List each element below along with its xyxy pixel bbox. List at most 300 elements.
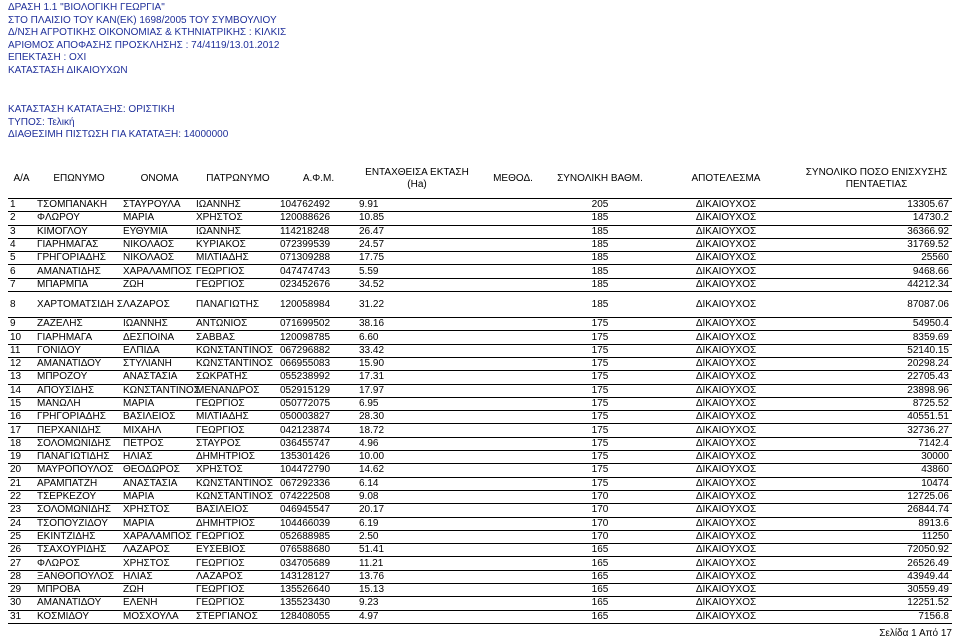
total-score-cell: 185 [549,212,651,225]
fathers-name-cell: ΓΕΩΡΓΙΟΣ [196,597,280,610]
total-amount-cell: 11250 [801,530,952,543]
surname-cell: ΠΑΝΑΓΙΩΤΙΔΗΣ [35,451,123,464]
fathers-name-cell: ΚΩΝΣΤΑΝΤΙΝΟΣ [196,344,280,357]
surname-cell: ΧΑΡΤΟΜΑΤΣΙΔΗ Σ [35,292,123,318]
surname-cell: ΚΙΜΟΓΛΟΥ [35,225,123,238]
method-cell [477,517,549,530]
fathers-name-cell: ΓΕΩΡΓΙΟΣ [196,584,280,597]
area-ha-cell: 4.96 [357,437,477,450]
row-number-cell: 28 [8,570,35,583]
first-name-cell: ΜΑΡΙΑ [123,397,196,410]
first-name-cell: ΧΡΗΣΤΟΣ [123,504,196,517]
result-cell: ΔΙΚΑΙΟΥΧΟΣ [651,557,801,570]
table-row [8,557,952,570]
result-cell: ΔΙΚΑΙΟΥΧΟΣ [651,424,801,437]
method-cell [477,225,549,238]
total-score-cell: 175 [549,331,651,344]
row-number-cell: 25 [8,530,35,543]
tax-id-cell: 076588680 [280,544,357,557]
method-cell [477,344,549,357]
table-row [8,344,952,357]
total-amount-cell: 40551.51 [801,411,952,424]
surname-cell: ΦΛΩΡΟΣ [35,557,123,570]
first-name-cell: ΔΕΣΠΟΙΝΑ [123,331,196,344]
column-header: ΠΑΤΡΩΝΥΜΟ [206,172,270,184]
fathers-name-cell: ΜΙΛΤΙΑΔΗΣ [196,252,280,265]
row-number-cell: 14 [8,384,35,397]
fathers-name-cell: ΙΩΑΝΝΗΣ [196,225,280,238]
method-cell [477,504,549,517]
tax-id-cell: 050003827 [280,411,357,424]
surname-cell: ΑΡΑΜΠΑΤΖΗ [35,477,123,490]
surname-cell: ΖΑΖΕΛΗΣ [35,318,123,331]
area-ha-cell: 28.30 [357,411,477,424]
table-row [8,530,952,543]
total-score-cell: 185 [549,292,651,318]
result-cell: ΔΙΚΑΙΟΥΧΟΣ [651,411,801,424]
surname-cell: ΑΜΑΝΑΤΙΔΗΣ [35,265,123,278]
total-amount-cell: 12251.52 [801,597,952,610]
method-cell [477,212,549,225]
result-cell: ΔΙΚΑΙΟΥΧΟΣ [651,437,801,450]
area-ha-cell: 14.62 [357,464,477,477]
page-number: Σελίδα 1 Από 17 [879,628,952,639]
column-header: ΟΝΟΜΑ [140,172,179,184]
surname-cell: ΣΟΛΟΜΩΝΙΔΗΣ [35,504,123,517]
fathers-name-cell: ΚΥΡΙΑΚΟΣ [196,238,280,251]
table-row [8,570,952,583]
total-amount-cell: 20298.24 [801,357,952,370]
tax-id-cell: 042123874 [280,424,357,437]
method-cell [477,584,549,597]
method-cell [477,238,549,251]
surname-cell: ΑΠΟΥΣΙΔΗΣ [35,384,123,397]
row-number-cell: 23 [8,504,35,517]
total-score-cell: 175 [549,384,651,397]
classification-info [8,104,228,142]
area-ha-cell: 10.00 [357,451,477,464]
area-ha-cell: 15.13 [357,584,477,597]
first-name-cell: ΗΛΙΑΣ [123,570,196,583]
result-cell: ΔΙΚΑΙΟΥΧΟΣ [651,504,801,517]
table-row [8,477,952,490]
result-cell: ΔΙΚΑΙΟΥΧΟΣ [651,238,801,251]
first-name-cell: ΜΑΡΙΑ [123,212,196,225]
first-name-cell: ΘΕΟΔΩΡΟΣ [123,464,196,477]
surname-cell: ΑΜΑΝΑΤΙΔΟΥ [35,357,123,370]
result-cell: ΔΙΚΑΙΟΥΧΟΣ [651,278,801,291]
first-name-cell: ΜΑΡΙΑ [123,490,196,503]
total-amount-cell: 44212.34 [801,278,952,291]
fathers-name-cell: ΧΡΗΣΤΟΣ [196,212,280,225]
surname-cell: ΠΕΡΧΑΝΙΔΗΣ [35,424,123,437]
column-header: ΣΥΝΟΛΙΚΟ ΠΟΣΟ ΕΝΙΣΧΥΣΗΣ ΠΕΝΤΑΕΤΙΑΣ [805,166,948,190]
first-name-cell: ΣΤΥΛΙΑΝΗ [123,357,196,370]
column-header: ΜΕΘΟΔ. [493,172,533,184]
result-cell: ΔΙΚΑΙΟΥΧΟΣ [651,597,801,610]
tax-id-cell: 135523430 [280,597,357,610]
method-cell [477,464,549,477]
method-cell [477,411,549,424]
total-score-cell: 165 [549,597,651,610]
first-name-cell: ΜΑΡΙΑ [123,517,196,530]
header-line: ΑΡΙΘΜΟΣ ΑΠΟΦΑΣΗΣ ΠΡΟΣΚΛΗΣΗΣ : 74/4119/13.01.2012 [8,39,280,51]
table-row [8,265,952,278]
row-number-cell: 15 [8,397,35,410]
total-amount-cell: 32736.27 [801,424,952,437]
total-score-cell: 165 [549,610,651,623]
row-number-cell: 8 [8,292,35,318]
total-amount-cell: 26844.74 [801,504,952,517]
row-number-cell: 22 [8,490,35,503]
header-line: ΣΤΟ ΠΛΑΙΣΙΟ ΤΟΥ ΚΑΝ(ΕΚ) 1698/2005 ΤΟΥ ΣΥΜΒΟΥΛΙΟΥ [8,14,277,26]
tax-id-cell: 071699502 [280,318,357,331]
fathers-name-cell: ΓΕΩΡΓΙΟΣ [196,397,280,410]
fathers-name-cell: ΛΑΖΑΡΟΣ [196,570,280,583]
result-cell: ΔΙΚΑΙΟΥΧΟΣ [651,344,801,357]
row-number-cell: 6 [8,265,35,278]
fathers-name-cell: ΚΩΝΣΤΑΝΤΙΝΟΣ [196,490,280,503]
tax-id-cell: 072399539 [280,238,357,251]
tax-id-cell: 047474743 [280,265,357,278]
method-cell [477,557,549,570]
tax-id-cell: 120098785 [280,331,357,344]
area-ha-cell: 6.60 [357,331,477,344]
header-line: ΕΠΕΚΤΑΣΗ : ΟΧΙ [8,52,87,64]
tax-id-cell: 046945547 [280,504,357,517]
row-number-cell: 16 [8,411,35,424]
tax-id-cell: 074222508 [280,490,357,503]
result-cell: ΔΙΚΑΙΟΥΧΟΣ [651,570,801,583]
surname-cell: ΤΣΕΡΚΕΖΟΥ [35,490,123,503]
total-score-cell: 185 [549,238,651,251]
tax-id-cell: 143128127 [280,570,357,583]
first-name-cell: ΧΡΗΣΤΟΣ [123,557,196,570]
first-name-cell: ΖΩΗ [123,278,196,291]
result-cell: ΔΙΚΑΙΟΥΧΟΣ [651,212,801,225]
method-cell [477,331,549,344]
method-cell [477,451,549,464]
area-ha-cell: 11.21 [357,557,477,570]
result-cell: ΔΙΚΑΙΟΥΧΟΣ [651,477,801,490]
total-score-cell: 175 [549,424,651,437]
row-number-cell: 13 [8,371,35,384]
tax-id-cell: 034705689 [280,557,357,570]
column-header: ΣΥΝΟΛΙΚΗ ΒΑΘΜ. [557,172,643,184]
total-score-cell: 175 [549,411,651,424]
total-amount-cell: 54950.4 [801,318,952,331]
method-cell [477,424,549,437]
surname-cell: ΜΑΥΡΟΠΟΥΛΟΣ [35,464,123,477]
area-ha-cell: 6.19 [357,517,477,530]
total-score-cell: 170 [549,490,651,503]
total-score-cell: 185 [549,278,651,291]
row-number-cell: 26 [8,544,35,557]
table-row [8,464,952,477]
row-number-cell: 11 [8,344,35,357]
total-score-cell: 175 [549,477,651,490]
fathers-name-cell: ΔΗΜΗΤΡΙΟΣ [196,517,280,530]
fathers-name-cell: ΓΕΩΡΓΙΟΣ [196,530,280,543]
table-row [8,490,952,503]
table-row [8,331,952,344]
table-row [8,384,952,397]
method-cell [477,278,549,291]
total-amount-cell: 36366.92 [801,225,952,238]
area-ha-cell: 24.57 [357,238,477,251]
fathers-name-cell: ΓΕΩΡΓΙΟΣ [196,278,280,291]
tax-id-cell: 135526640 [280,584,357,597]
result-cell: ΔΙΚΑΙΟΥΧΟΣ [651,318,801,331]
result-cell: ΔΙΚΑΙΟΥΧΟΣ [651,397,801,410]
total-amount-cell: 25560 [801,252,952,265]
first-name-cell: ΜΙΧΑΗΛ [123,424,196,437]
method-cell [477,570,549,583]
surname-cell: ΓΙΑΡΗΜΑΓΑ [35,331,123,344]
available-credit: ΔΙΑΘΕΣΙΜΗ ΠΙΣΤΩΣΗ ΓΙΑ ΚΑΤΑΤΑΞΗ: 14000000 [8,129,229,141]
total-score-cell: 170 [549,504,651,517]
fathers-name-cell: ΣΩΚΡΑΤΗΣ [196,371,280,384]
table-row [8,397,952,410]
surname-cell: ΓΡΗΓΟΡΙΑΔΗΣ [35,411,123,424]
table-row [8,252,952,265]
table-row [8,424,952,437]
method-cell [477,490,549,503]
row-number-cell: 2 [8,212,35,225]
table-row [8,504,952,517]
method-cell [477,371,549,384]
total-amount-cell: 14730.2 [801,212,952,225]
total-score-cell: 175 [549,397,651,410]
area-ha-cell: 38.16 [357,318,477,331]
column-header: ΕΝΤΑΧΘΕΙΣΑ ΕΚΤΑΣΗ (Ha) [365,166,469,190]
fathers-name-cell: ΑΝΤΩΝΙΟΣ [196,318,280,331]
total-score-cell: 165 [549,570,651,583]
fathers-name-cell: ΜΕΝΑΝΔΡΟΣ [196,384,280,397]
table-row [8,610,952,623]
first-name-cell: ΕΛΠΙΔΑ [123,344,196,357]
total-amount-cell: 23898.96 [801,384,952,397]
tax-id-cell: 135301426 [280,451,357,464]
total-amount-cell: 13305.67 [801,199,952,212]
row-number-cell: 21 [8,477,35,490]
table-row [8,278,952,291]
surname-cell: ΤΣΟΜΠΑΝΑΚΗ [35,199,123,212]
area-ha-cell: 20.17 [357,504,477,517]
row-number-cell: 3 [8,225,35,238]
classification-status: ΚΑΤΑΣΤΑΣΗ ΚΑΤΑΤΑΞΗΣ: ΟΡΙΣΤΙΚΗ [8,104,175,115]
fathers-name-cell: ΧΡΗΣΤΟΣ [196,464,280,477]
area-ha-cell: 17.31 [357,371,477,384]
surname-cell: ΓΟΝΙΔΟΥ [35,344,123,357]
total-amount-cell: 43860 [801,464,952,477]
result-cell: ΔΙΚΑΙΟΥΧΟΣ [651,225,801,238]
total-amount-cell: 9468.66 [801,265,952,278]
first-name-cell: ΠΕΤΡΟΣ [123,437,196,450]
surname-cell: ΤΣΑΧΟΥΡΙΔΗΣ [35,544,123,557]
document-header [8,2,286,78]
total-score-cell: 175 [549,464,651,477]
method-cell [477,265,549,278]
total-amount-cell: 8359.69 [801,331,952,344]
total-amount-cell: 10474 [801,477,952,490]
area-ha-cell: 51.41 [357,544,477,557]
total-amount-cell: 52140.15 [801,344,952,357]
surname-cell: ΓΙΑΡΗΜΑΓΑΣ [35,238,123,251]
first-name-cell: ΚΩΝΣΤΑΝΤΙΝΟΣ [123,384,200,396]
total-amount-cell: 7156.8 [801,610,952,623]
table-row [8,597,952,610]
row-number-cell: 1 [8,199,35,212]
result-cell: ΔΙΚΑΙΟΥΧΟΣ [651,331,801,344]
row-number-cell: 17 [8,424,35,437]
first-name-cell: ΝΙΚΟΛΑΟΣ [123,238,196,251]
fathers-name-cell: ΜΙΛΤΙΑΔΗΣ [196,411,280,424]
first-name-cell: ΣΤΑΥΡΟΥΛΑ [123,199,196,212]
area-ha-cell: 15.90 [357,357,477,370]
row-number-cell: 20 [8,464,35,477]
fathers-name-cell: ΠΑΝΑΓΙΩΤΗΣ [196,292,280,318]
tax-id-cell: 067296882 [280,344,357,357]
total-score-cell: 165 [549,584,651,597]
column-header: ΑΠΟΤΕΛΕΣΜΑ [691,172,761,184]
total-amount-cell: 22705.43 [801,371,952,384]
total-amount-cell: 30000 [801,451,952,464]
tax-id-cell: 050772075 [280,397,357,410]
fathers-name-cell: ΕΥΣΕΒΙΟΣ [196,544,280,557]
result-cell: ΔΙΚΑΙΟΥΧΟΣ [651,464,801,477]
fathers-name-cell: ΒΑΣΙΛΕΙΟΣ [196,504,280,517]
result-cell: ΔΙΚΑΙΟΥΧΟΣ [651,265,801,278]
table-row [8,318,952,331]
row-number-cell: 7 [8,278,35,291]
result-cell: ΔΙΚΑΙΟΥΧΟΣ [651,544,801,557]
result-cell: ΔΙΚΑΙΟΥΧΟΣ [651,610,801,623]
total-score-cell: 170 [549,517,651,530]
result-cell: ΔΙΚΑΙΟΥΧΟΣ [651,292,801,318]
area-ha-cell: 34.52 [357,278,477,291]
row-number-cell: 4 [8,238,35,251]
surname-cell: ΚΟΣΜΙΔΟΥ [35,610,123,623]
header-line: Δ/ΝΣΗ ΑΓΡΟΤΙΚΗΣ ΟΙΚΟΝΟΜΙΑΣ & ΚΤΗΝΙΑΤΡΙΚΗΣ : ΚΙΛΚΙΣ [8,27,287,39]
table-row [8,292,952,318]
table-row [8,584,952,597]
fathers-name-cell: ΣΑΒΒΑΣ [196,331,280,344]
total-score-cell: 175 [549,371,651,384]
total-score-cell: 165 [549,544,651,557]
method-cell [477,384,549,397]
area-ha-cell: 2.50 [357,530,477,543]
total-amount-cell: 8725.52 [801,397,952,410]
header-line: ΔΡΑΣΗ 1.1 "ΒΙΟΛΟΓΙΚΗ ΓΕΩΡΓΙΑ" [8,2,165,13]
area-ha-cell: 17.75 [357,252,477,265]
surname-cell: ΕΚΙΝΤΖΙΔΗΣ [35,530,123,543]
surname-cell: ΜΑΝΩΛΗ [35,397,123,410]
method-cell [477,477,549,490]
table-row [8,517,952,530]
surname-cell: ΣΟΛΟΜΩΝΙΔΗΣ [35,437,123,450]
table-row [8,371,952,384]
tax-id-cell: 052915129 [280,384,357,397]
header-line: ΚΑΤΑΣΤΑΣΗ ΔΙΚΑΙΟΥΧΩΝ [8,64,128,76]
first-name-cell: ΧΑΡΑΛΑΜΠΟΣ [123,530,196,543]
result-cell: ΔΙΚΑΙΟΥΧΟΣ [651,199,801,212]
column-header: Α.Φ.Μ. [302,172,335,184]
row-number-cell: 24 [8,517,35,530]
tax-id-cell: 023452676 [280,278,357,291]
fathers-name-cell: ΙΩΑΝΝΗΣ [196,199,280,212]
surname-cell: ΓΡΗΓΟΡΙΑΔΗΣ [35,252,123,265]
method-cell [477,610,549,623]
area-ha-cell: 10.85 [357,212,477,225]
first-name-cell: ΖΩΗ [123,584,196,597]
tax-id-cell: 120088626 [280,212,357,225]
total-score-cell: 185 [549,252,651,265]
area-ha-cell: 6.14 [357,477,477,490]
first-name-cell: ΝΙΚΟΛΑΟΣ [123,252,196,265]
method-cell [477,397,549,410]
total-amount-cell: 26526.49 [801,557,952,570]
classification-type: ΤΥΠΟΣ: Τελική [8,116,75,128]
surname-cell: ΦΛΩΡΟΥ [35,212,123,225]
result-cell: ΔΙΚΑΙΟΥΧΟΣ [651,357,801,370]
total-amount-cell: 8913.6 [801,517,952,530]
row-number-cell: 31 [8,610,35,623]
fathers-name-cell: ΣΤΑΥΡΟΣ [196,437,280,450]
row-number-cell: 27 [8,557,35,570]
result-cell: ΔΙΚΑΙΟΥΧΟΣ [651,451,801,464]
tax-id-cell: 104466039 [280,517,357,530]
result-cell: ΔΙΚΑΙΟΥΧΟΣ [651,530,801,543]
result-cell: ΔΙΚΑΙΟΥΧΟΣ [651,490,801,503]
result-cell: ΔΙΚΑΙΟΥΧΟΣ [651,584,801,597]
total-score-cell: 175 [549,318,651,331]
area-ha-cell: 33.42 [357,344,477,357]
tax-id-cell: 104762492 [280,199,357,212]
total-amount-cell: 30559.49 [801,584,952,597]
surname-cell: ΞΑΝΘΟΠΟΥΛΟΣ [35,570,123,583]
fathers-name-cell: ΓΕΩΡΓΙΟΣ [196,424,280,437]
fathers-name-cell: ΣΤΕΡΓΙΑΝΟΣ [196,610,280,623]
total-amount-cell: 87087.06 [801,292,952,318]
table-row [8,357,952,370]
tax-id-cell: 128408055 [280,610,357,623]
tax-id-cell: 071309288 [280,252,357,265]
row-number-cell: 5 [8,252,35,265]
tax-id-cell: 052688985 [280,530,357,543]
method-cell [477,357,549,370]
surname-cell: ΜΠΑΡΜΠΑ [35,278,123,291]
area-ha-cell: 4.97 [357,610,477,623]
total-score-cell: 175 [549,357,651,370]
first-name-cell: ΑΝΑΣΤΑΣΙΑ [123,371,196,384]
fathers-name-cell: ΔΗΜΗΤΡΙΟΣ [196,451,280,464]
fathers-name-cell: ΚΩΝΣΤΑΝΤΙΝΟΣ [196,357,280,370]
total-score-cell: 175 [549,451,651,464]
total-score-cell: 165 [549,557,651,570]
first-name-cell: ΗΛΙΑΣ [123,451,196,464]
tax-id-cell: 066955083 [280,357,357,370]
row-number-cell: 12 [8,357,35,370]
tax-id-cell: 067292336 [280,477,357,490]
first-name-cell: ΛΑΖΑΡΟΣ [123,292,196,318]
beneficiaries-table [8,160,952,624]
surname-cell: ΜΠΡΟΒΑ [35,584,123,597]
row-number-cell: 29 [8,584,35,597]
tax-id-cell: 036455747 [280,437,357,450]
method-cell [477,199,549,212]
fathers-name-cell: ΓΕΩΡΓΙΟΣ [196,265,280,278]
